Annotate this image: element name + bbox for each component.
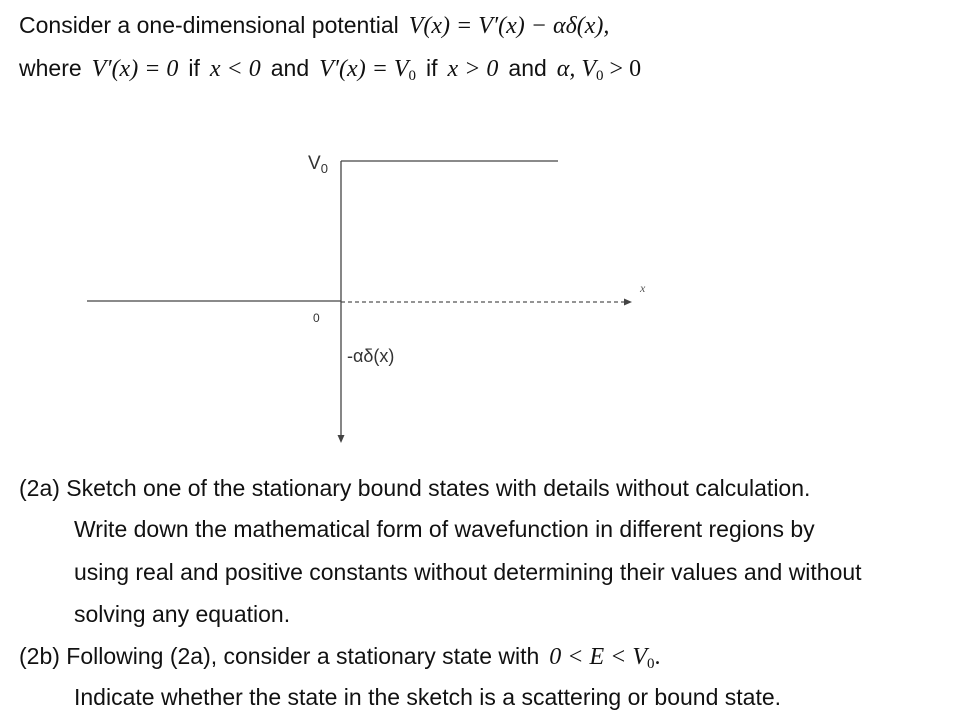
if-word-2: if [426, 55, 438, 81]
intro-line-1 [19, 11, 609, 40]
part-2a-line-4: solving any equation. [74, 601, 291, 627]
delta-arrowhead [338, 435, 345, 443]
condition-2: $V'(x) = V_0$ [319, 56, 417, 84]
and-word-1: and [270, 55, 310, 81]
energy-condition: $0 < E < V_0$. [549, 644, 661, 672]
origin-label: 0 [313, 311, 320, 325]
part-2b-text: (2b) Following (2a), consider a stationary state with [19, 643, 540, 669]
x-axis-label: x [640, 281, 646, 295]
intro-text: Consider a one-dimensional potential [19, 12, 399, 38]
condition-1: V′(x) = 0 [91, 56, 179, 82]
parameter-condition: α, $V_0 > 0$ [556, 56, 642, 84]
potential-diagram [0, 130, 979, 460]
and-word-2: and [508, 55, 547, 81]
where-word: where [19, 55, 82, 81]
v0-label: $V_0$ [308, 153, 328, 176]
condition-1-range: x < 0 [209, 56, 261, 82]
x-axis-arrowhead [624, 299, 632, 306]
part-2b-line-1 [19, 642, 661, 671]
part-2a-line-1: (2a) Sketch one of the stationary bound states with details without calculation. [19, 475, 811, 501]
if-word-1: if [188, 55, 200, 81]
condition-2-range: x > 0 [447, 56, 499, 82]
part-2a-line-3: using real and positive constants without determining their values and without [74, 559, 862, 585]
potential-equation: V(x) = V′(x) − αδ(x), [408, 13, 610, 39]
part-2b-line-2: Indicate whether the state in the sketch is a scattering or bound state. [74, 684, 782, 710]
part-2a-line-2: Write down the mathematical form of wavefunction in different regions by [74, 516, 815, 542]
delta-label: -αδ(x) [347, 346, 395, 366]
intro-line-2 [19, 54, 641, 83]
